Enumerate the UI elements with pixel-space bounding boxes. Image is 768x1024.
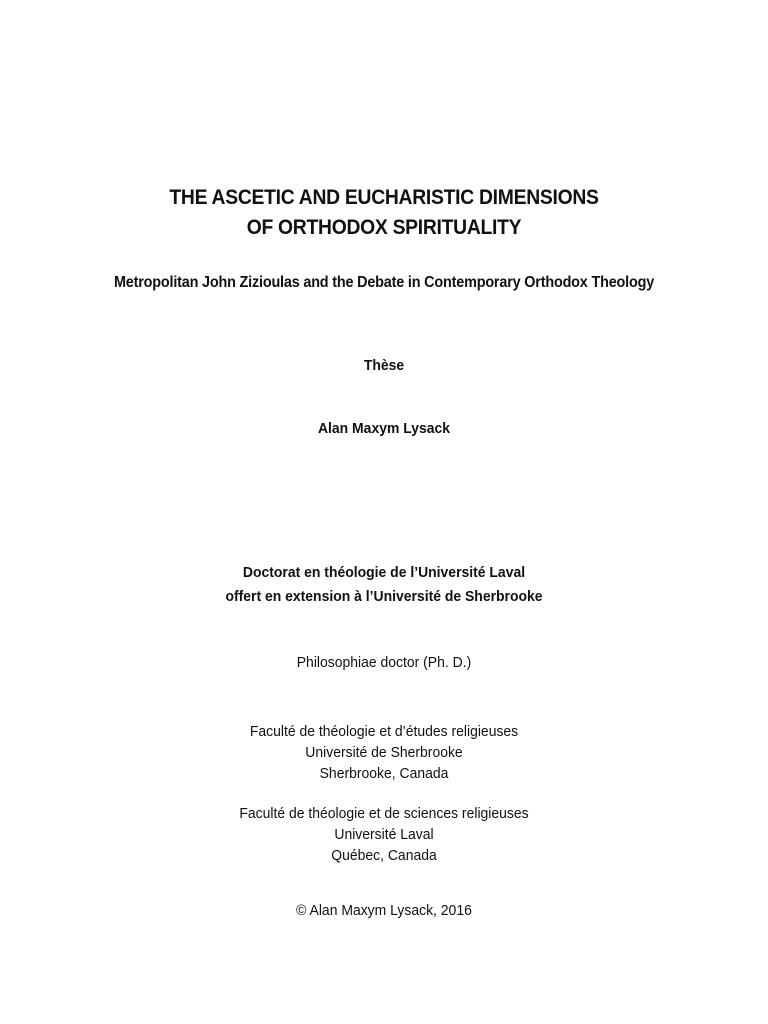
thesis-title-line-2: OF ORTHODOX SPIRITUALITY	[246, 216, 522, 239]
institution1-university: Université de Sherbrooke	[305, 744, 463, 761]
degree-line-1: Doctorat en théologie de l’Université Laval	[242, 564, 526, 581]
institution1-location: Sherbrooke, Canada	[319, 765, 449, 782]
copyright-notice: © Alan Maxym Lysack, 2016	[296, 902, 472, 919]
document-type: Thèse	[363, 357, 405, 374]
institution2-location: Québec, Canada	[331, 847, 437, 864]
degree-title: Philosophiae doctor (Ph. D.)	[296, 654, 472, 671]
institution2-faculty: Faculté de théologie et de sciences religieuses	[239, 805, 529, 822]
thesis-title-line-1: THE ASCETIC AND EUCHARISTIC DIMENSIONS	[169, 186, 599, 209]
degree-line-2: offert en extension à l’Université de Sherbrooke	[225, 588, 543, 605]
author-name: Alan Maxym Lysack	[317, 420, 451, 437]
institution2-university: Université Laval	[334, 826, 434, 843]
institution1-faculty: Faculté de théologie et d’études religieuses	[249, 723, 519, 740]
thesis-subtitle: Metropolitan John Zizioulas and the Debate in Contemporary Orthodox Theology	[113, 274, 655, 291]
